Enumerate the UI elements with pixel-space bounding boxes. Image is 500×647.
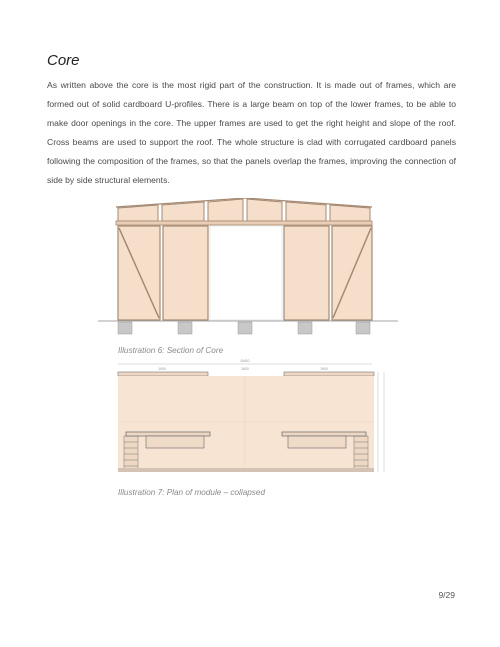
lower-frames-left	[118, 226, 208, 320]
folded-beam-right	[282, 432, 366, 436]
collapsed-stack-left	[124, 436, 138, 470]
door-opening	[210, 226, 282, 320]
body-paragraph: As written above the core is the most rigid part of the construction. It is made out of frames, which are formed out of solid cardboard U-profiles. There is a large beam on top of the lower frames, to be able to make door openings in the core. The upper frames are used to get the right height and slope of the roof. Cross beams are used to support the roof. The whole structure is clad with corrugated cardboard panels following the composition of the frames, so that the panels overlap the frames, improving the connection of side by side structural elements.	[47, 80, 456, 185]
module-plan-drawing	[112, 356, 387, 486]
figure-caption-2: Illustration 7: Plan of module – collapsed	[118, 488, 266, 497]
foundation-blocks	[118, 322, 370, 334]
dim-top-1: 1900	[158, 367, 166, 371]
top-beam-left	[118, 372, 208, 376]
folded-beam-left	[126, 432, 210, 436]
figure-caption-1: Illustration 6: Section of Core	[118, 346, 224, 355]
dim-overall: 6400	[240, 358, 250, 363]
folded-panel-right	[288, 436, 346, 448]
lower-frames-right	[284, 226, 372, 320]
collapsed-stack-right	[354, 436, 368, 470]
core-section-drawing	[98, 198, 398, 338]
top-beam-right	[284, 372, 374, 376]
plan-base	[118, 468, 374, 472]
dim-top-3: 1900	[320, 367, 328, 371]
top-beam	[116, 221, 372, 225]
section-heading: Core	[47, 52, 80, 69]
folded-panel-left	[146, 436, 204, 448]
dim-top-2: 1600	[241, 367, 249, 371]
page-number: 9/29	[438, 590, 455, 600]
upper-roof-frames	[118, 199, 370, 221]
